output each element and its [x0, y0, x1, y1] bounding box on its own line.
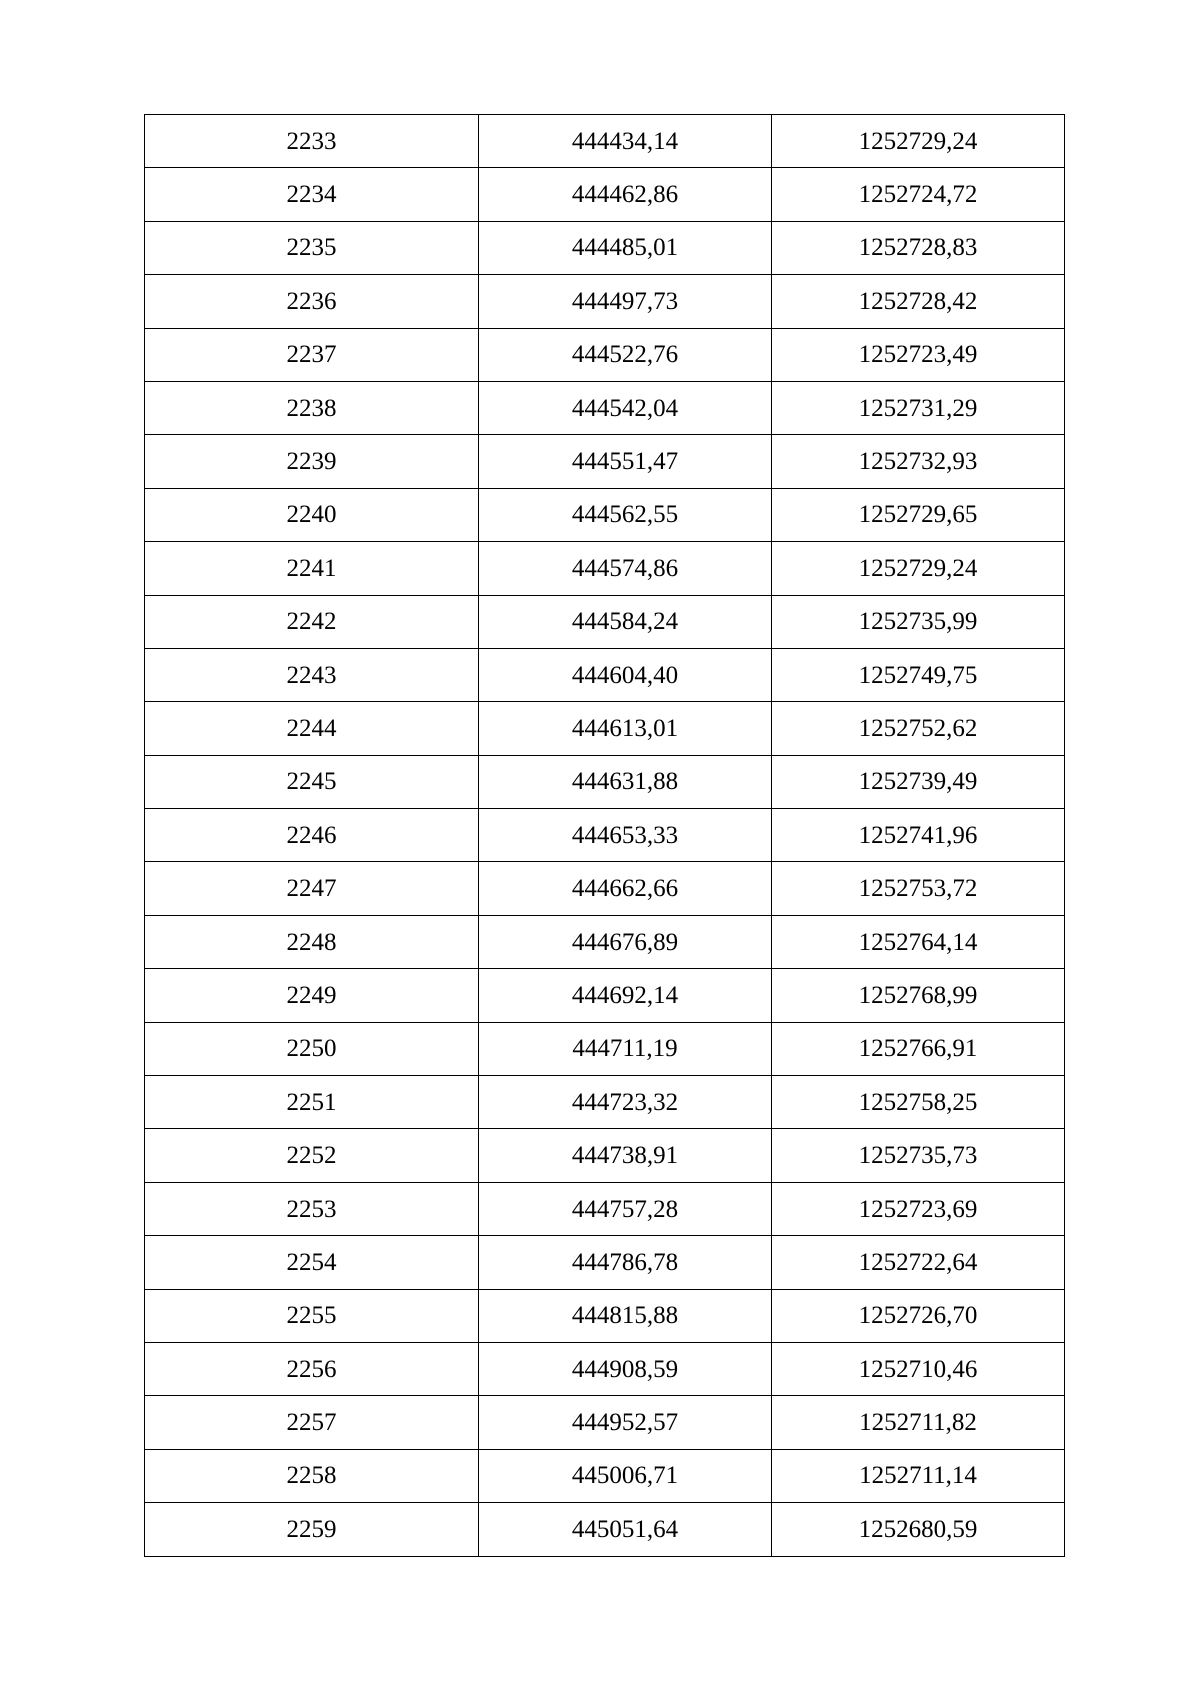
x-coordinate-cell: 444757,28 [479, 1182, 772, 1235]
x-coordinate-cell: 444542,04 [479, 381, 772, 434]
y-coordinate-cell: 1252735,73 [772, 1129, 1065, 1182]
table-row [145, 1129, 1065, 1182]
x-coordinate-cell: 444786,78 [479, 1236, 772, 1289]
x-coordinate-cell: 444952,57 [479, 1396, 772, 1449]
point-number-cell: 2243 [145, 648, 479, 701]
y-coordinate-cell: 1252680,59 [772, 1503, 1065, 1556]
table-row [145, 1022, 1065, 1075]
point-number-cell: 2249 [145, 969, 479, 1022]
y-coordinate-cell: 1252764,14 [772, 915, 1065, 968]
y-coordinate-cell: 1252753,72 [772, 862, 1065, 915]
x-coordinate-cell: 444462,86 [479, 168, 772, 221]
x-coordinate-cell: 444434,14 [479, 115, 772, 168]
point-number-cell: 2254 [145, 1236, 479, 1289]
x-coordinate-cell: 444562,55 [479, 488, 772, 541]
point-number-cell: 2236 [145, 275, 479, 328]
y-coordinate-cell: 1252768,99 [772, 969, 1065, 1022]
table-row [145, 1236, 1065, 1289]
table-row [145, 1289, 1065, 1342]
y-coordinate-cell: 1252749,75 [772, 648, 1065, 701]
table-row [145, 1076, 1065, 1129]
point-number-cell: 2248 [145, 915, 479, 968]
point-number-cell: 2238 [145, 381, 479, 434]
x-coordinate-cell: 444711,19 [479, 1022, 772, 1075]
point-number-cell: 2246 [145, 809, 479, 862]
x-coordinate-cell: 444723,32 [479, 1076, 772, 1129]
y-coordinate-cell: 1252728,42 [772, 275, 1065, 328]
point-number-cell: 2259 [145, 1503, 479, 1556]
table-row [145, 702, 1065, 755]
table-row [145, 969, 1065, 1022]
table-row [145, 221, 1065, 274]
x-coordinate-cell: 444613,01 [479, 702, 772, 755]
x-coordinate-cell: 444692,14 [479, 969, 772, 1022]
point-number-cell: 2233 [145, 115, 479, 168]
point-number-cell: 2253 [145, 1182, 479, 1235]
y-coordinate-cell: 1252723,69 [772, 1182, 1065, 1235]
y-coordinate-cell: 1252735,99 [772, 595, 1065, 648]
point-number-cell: 2240 [145, 488, 479, 541]
x-coordinate-cell: 444522,76 [479, 328, 772, 381]
y-coordinate-cell: 1252766,91 [772, 1022, 1065, 1075]
y-coordinate-cell: 1252752,62 [772, 702, 1065, 755]
x-coordinate-cell: 444653,33 [479, 809, 772, 862]
y-coordinate-cell: 1252729,24 [772, 115, 1065, 168]
x-coordinate-cell: 444908,59 [479, 1342, 772, 1395]
x-coordinate-cell: 444485,01 [479, 221, 772, 274]
x-coordinate-cell: 444815,88 [479, 1289, 772, 1342]
point-number-cell: 2241 [145, 542, 479, 595]
point-number-cell: 2244 [145, 702, 479, 755]
table-row [145, 542, 1065, 595]
y-coordinate-cell: 1252726,70 [772, 1289, 1065, 1342]
table-row [145, 381, 1065, 434]
table-row [145, 755, 1065, 808]
point-number-cell: 2242 [145, 595, 479, 648]
x-coordinate-cell: 444551,47 [479, 435, 772, 488]
x-coordinate-cell: 444662,66 [479, 862, 772, 915]
table-row [145, 648, 1065, 701]
point-number-cell: 2251 [145, 1076, 479, 1129]
x-coordinate-cell: 445006,71 [479, 1449, 772, 1502]
point-number-cell: 2235 [145, 221, 479, 274]
x-coordinate-cell: 445051,64 [479, 1503, 772, 1556]
y-coordinate-cell: 1252728,83 [772, 221, 1065, 274]
y-coordinate-cell: 1252724,72 [772, 168, 1065, 221]
x-coordinate-cell: 444631,88 [479, 755, 772, 808]
y-coordinate-cell: 1252722,64 [772, 1236, 1065, 1289]
coordinates-table [144, 114, 1065, 1557]
y-coordinate-cell: 1252741,96 [772, 809, 1065, 862]
table-row [145, 115, 1065, 168]
x-coordinate-cell: 444738,91 [479, 1129, 772, 1182]
x-coordinate-cell: 444584,24 [479, 595, 772, 648]
table-row [145, 1182, 1065, 1235]
y-coordinate-cell: 1252732,93 [772, 435, 1065, 488]
table-row [145, 862, 1065, 915]
point-number-cell: 2247 [145, 862, 479, 915]
point-number-cell: 2239 [145, 435, 479, 488]
x-coordinate-cell: 444497,73 [479, 275, 772, 328]
point-number-cell: 2258 [145, 1449, 479, 1502]
table-row [145, 915, 1065, 968]
table-row [145, 1449, 1065, 1502]
table-row [145, 435, 1065, 488]
point-number-cell: 2237 [145, 328, 479, 381]
y-coordinate-cell: 1252739,49 [772, 755, 1065, 808]
coordinates-table-body [145, 115, 1065, 1557]
y-coordinate-cell: 1252729,65 [772, 488, 1065, 541]
y-coordinate-cell: 1252729,24 [772, 542, 1065, 595]
point-number-cell: 2252 [145, 1129, 479, 1182]
table-row [145, 595, 1065, 648]
y-coordinate-cell: 1252731,29 [772, 381, 1065, 434]
point-number-cell: 2245 [145, 755, 479, 808]
table-row [145, 488, 1065, 541]
y-coordinate-cell: 1252711,82 [772, 1396, 1065, 1449]
point-number-cell: 2250 [145, 1022, 479, 1075]
table-row [145, 809, 1065, 862]
point-number-cell: 2257 [145, 1396, 479, 1449]
point-number-cell: 2255 [145, 1289, 479, 1342]
y-coordinate-cell: 1252711,14 [772, 1449, 1065, 1502]
y-coordinate-cell: 1252710,46 [772, 1342, 1065, 1395]
table-row [145, 1503, 1065, 1556]
table-row [145, 328, 1065, 381]
y-coordinate-cell: 1252758,25 [772, 1076, 1065, 1129]
y-coordinate-cell: 1252723,49 [772, 328, 1065, 381]
x-coordinate-cell: 444574,86 [479, 542, 772, 595]
x-coordinate-cell: 444604,40 [479, 648, 772, 701]
point-number-cell: 2234 [145, 168, 479, 221]
table-row [145, 275, 1065, 328]
table-row [145, 168, 1065, 221]
table-row [145, 1396, 1065, 1449]
x-coordinate-cell: 444676,89 [479, 915, 772, 968]
point-number-cell: 2256 [145, 1342, 479, 1395]
table-row [145, 1342, 1065, 1395]
